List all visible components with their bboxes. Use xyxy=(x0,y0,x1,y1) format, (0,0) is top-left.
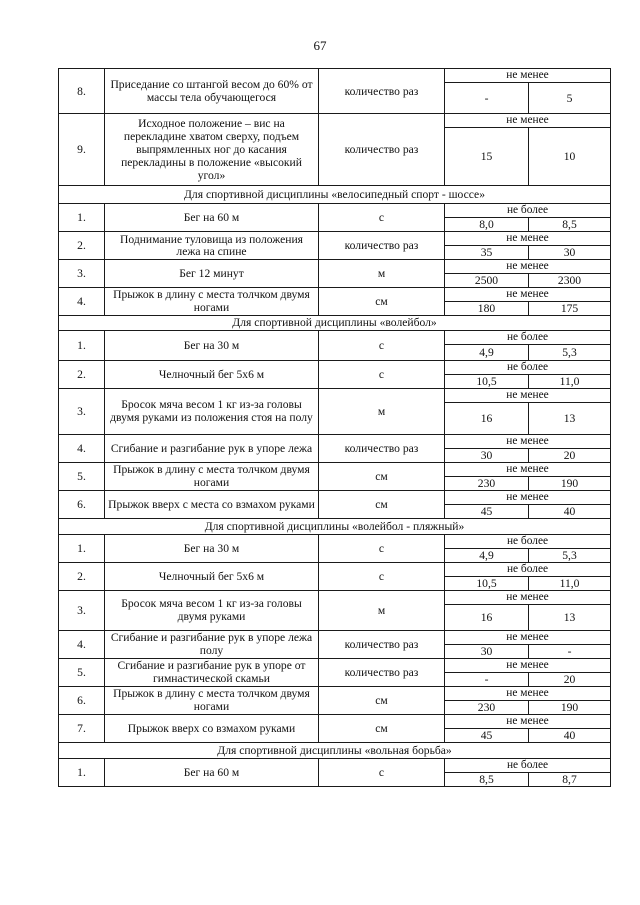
value-boys: 180 xyxy=(445,301,529,315)
value-girls: 5 xyxy=(529,83,611,114)
norm-condition: не менее xyxy=(445,259,611,273)
value-girls: 10 xyxy=(529,128,611,186)
value-boys: 10,5 xyxy=(445,576,529,590)
table-row xyxy=(59,534,611,548)
row-number: 5. xyxy=(59,462,105,490)
value-girls: 13 xyxy=(529,402,611,434)
norm-condition: не менее xyxy=(445,287,611,301)
value-girls: 20 xyxy=(529,672,611,686)
norm-condition: не менее xyxy=(445,630,611,644)
table-row xyxy=(59,590,611,604)
norm-condition: не более xyxy=(445,360,611,374)
test-name: Поднимание туловища из положения лежа на спине xyxy=(105,231,319,259)
test-name: Сгибание и разгибание рук в упоре лежа полу xyxy=(105,630,319,658)
value-boys: 2500 xyxy=(445,273,529,287)
row-number: 1. xyxy=(59,330,105,360)
norm-condition: не менее xyxy=(445,590,611,604)
value-boys: 8,5 xyxy=(445,772,529,786)
row-number: 3. xyxy=(59,388,105,434)
norm-condition: не менее xyxy=(445,388,611,402)
value-boys: 45 xyxy=(445,728,529,742)
value-girls: 13 xyxy=(529,604,611,630)
table-row xyxy=(59,287,611,301)
value-girls: 8,5 xyxy=(529,218,611,232)
test-name: Приседание со штангой весом до 60% от массы тела обучающегося xyxy=(105,69,319,114)
norm-condition: не менее xyxy=(445,114,611,128)
standards-table-body xyxy=(59,69,611,787)
test-name: Бросок мяча весом 1 кг из-за головы двумя руками из положения стоя на полу xyxy=(105,388,319,434)
unit: см xyxy=(319,490,445,518)
value-boys: 4,9 xyxy=(445,548,529,562)
section-title: Для спортивной дисциплины «волейбол - пляжный» xyxy=(59,518,611,534)
row-number: 6. xyxy=(59,490,105,518)
norm-condition: не менее xyxy=(445,714,611,728)
row-number: 4. xyxy=(59,287,105,315)
unit: количество раз xyxy=(319,658,445,686)
value-girls: 190 xyxy=(529,476,611,490)
table-row xyxy=(59,462,611,476)
table-row xyxy=(59,204,611,218)
unit: м xyxy=(319,388,445,434)
value-boys: 30 xyxy=(445,644,529,658)
row-number: 3. xyxy=(59,259,105,287)
test-name: Сгибание и разгибание рук в упоре от гимнастической скамьи xyxy=(105,658,319,686)
standards-table xyxy=(58,68,611,787)
table-row xyxy=(59,490,611,504)
norm-condition: не менее xyxy=(445,490,611,504)
value-girls: 175 xyxy=(529,301,611,315)
norm-condition: не более xyxy=(445,562,611,576)
test-name: Прыжок в длину с места толчком двумя ногами xyxy=(105,287,319,315)
test-name: Челночный бег 5х6 м xyxy=(105,360,319,388)
table-row xyxy=(59,714,611,728)
value-girls: 11,0 xyxy=(529,576,611,590)
table-row xyxy=(59,330,611,344)
value-boys: 30 xyxy=(445,448,529,462)
value-boys: 8,0 xyxy=(445,218,529,232)
value-girls: 2300 xyxy=(529,273,611,287)
table-row xyxy=(59,114,611,128)
row-number: 1. xyxy=(59,534,105,562)
test-name: Бег 12 минут xyxy=(105,259,319,287)
value-boys: 16 xyxy=(445,402,529,434)
test-name: Сгибание и разгибание рук в упоре лежа xyxy=(105,434,319,462)
value-girls: 40 xyxy=(529,504,611,518)
unit: с xyxy=(319,204,445,232)
value-boys: 230 xyxy=(445,700,529,714)
row-number: 3. xyxy=(59,590,105,630)
unit: с xyxy=(319,330,445,360)
value-girls: - xyxy=(529,644,611,658)
page-number: 67 xyxy=(313,38,327,53)
unit: м xyxy=(319,590,445,630)
norm-condition: не менее xyxy=(445,231,611,245)
value-boys: 230 xyxy=(445,476,529,490)
row-number: 9. xyxy=(59,114,105,186)
value-girls: 8,7 xyxy=(529,772,611,786)
value-boys: 15 xyxy=(445,128,529,186)
unit: с xyxy=(319,758,445,786)
row-number: 2. xyxy=(59,562,105,590)
table-row xyxy=(59,69,611,83)
table-row xyxy=(59,562,611,576)
value-boys: - xyxy=(445,672,529,686)
section-title: Для спортивной дисциплины «волейбол» xyxy=(59,315,611,330)
test-name: Прыжок вверх с места со взмахом руками xyxy=(105,490,319,518)
value-girls: 5,3 xyxy=(529,344,611,360)
value-girls: 11,0 xyxy=(529,374,611,388)
test-name: Челночный бег 5х6 м xyxy=(105,562,319,590)
section-header-row xyxy=(59,186,611,204)
unit: количество раз xyxy=(319,630,445,658)
table-row xyxy=(59,758,611,772)
test-name: Бег на 60 м xyxy=(105,204,319,232)
row-number: 2. xyxy=(59,231,105,259)
unit: с xyxy=(319,360,445,388)
row-number: 1. xyxy=(59,204,105,232)
unit: см xyxy=(319,462,445,490)
unit: м xyxy=(319,259,445,287)
table-row xyxy=(59,388,611,402)
test-name: Бег на 60 м xyxy=(105,758,319,786)
norm-condition: не менее xyxy=(445,69,611,83)
test-name: Бег на 30 м xyxy=(105,330,319,360)
value-girls: 30 xyxy=(529,245,611,259)
unit: см xyxy=(319,714,445,742)
table-row xyxy=(59,231,611,245)
norm-condition: не менее xyxy=(445,658,611,672)
table-row xyxy=(59,630,611,644)
row-number: 2. xyxy=(59,360,105,388)
row-number: 8. xyxy=(59,69,105,114)
unit: с xyxy=(319,562,445,590)
norm-condition: не менее xyxy=(445,462,611,476)
norm-condition: не менее xyxy=(445,434,611,448)
norm-condition: не более xyxy=(445,330,611,344)
value-boys: 45 xyxy=(445,504,529,518)
row-number: 7. xyxy=(59,714,105,742)
unit: с xyxy=(319,534,445,562)
value-girls: 190 xyxy=(529,700,611,714)
norm-condition: не менее xyxy=(445,686,611,700)
row-number: 4. xyxy=(59,630,105,658)
value-girls: 20 xyxy=(529,448,611,462)
unit: см xyxy=(319,686,445,714)
row-number: 5. xyxy=(59,658,105,686)
table-row xyxy=(59,360,611,374)
test-name: Прыжок в длину с места толчком двумя ногами xyxy=(105,462,319,490)
test-name: Исходное положение – вис на перекладине хватом сверху, подъем выпрямленных ног до касания перекладины в положение «высокий угол» xyxy=(105,114,319,186)
value-boys: 10,5 xyxy=(445,374,529,388)
section-header-row xyxy=(59,518,611,534)
unit: количество раз xyxy=(319,231,445,259)
section-header-row xyxy=(59,742,611,758)
test-name: Прыжок в длину с места толчком двумя ногами xyxy=(105,686,319,714)
value-girls: 5,3 xyxy=(529,548,611,562)
section-header-row xyxy=(59,315,611,330)
section-title: Для спортивной дисциплины «вольная борьба» xyxy=(59,742,611,758)
unit: см xyxy=(319,287,445,315)
value-girls: 40 xyxy=(529,728,611,742)
table-row xyxy=(59,658,611,672)
section-title: Для спортивной дисциплины «велосипедный спорт - шоссе» xyxy=(59,186,611,204)
table-row xyxy=(59,259,611,273)
test-name: Бросок мяча весом 1 кг из-за головы двумя руками xyxy=(105,590,319,630)
table-row xyxy=(59,434,611,448)
row-number: 6. xyxy=(59,686,105,714)
norm-condition: не более xyxy=(445,758,611,772)
test-name: Прыжок вверх со взмахом руками xyxy=(105,714,319,742)
test-name: Бег на 30 м xyxy=(105,534,319,562)
value-boys: 16 xyxy=(445,604,529,630)
unit: количество раз xyxy=(319,114,445,186)
value-boys: - xyxy=(445,83,529,114)
norm-condition: не более xyxy=(445,204,611,218)
value-boys: 4,9 xyxy=(445,344,529,360)
value-boys: 35 xyxy=(445,245,529,259)
unit: количество раз xyxy=(319,434,445,462)
row-number: 1. xyxy=(59,758,105,786)
table-row xyxy=(59,686,611,700)
unit: количество раз xyxy=(319,69,445,114)
norm-condition: не более xyxy=(445,534,611,548)
row-number: 4. xyxy=(59,434,105,462)
